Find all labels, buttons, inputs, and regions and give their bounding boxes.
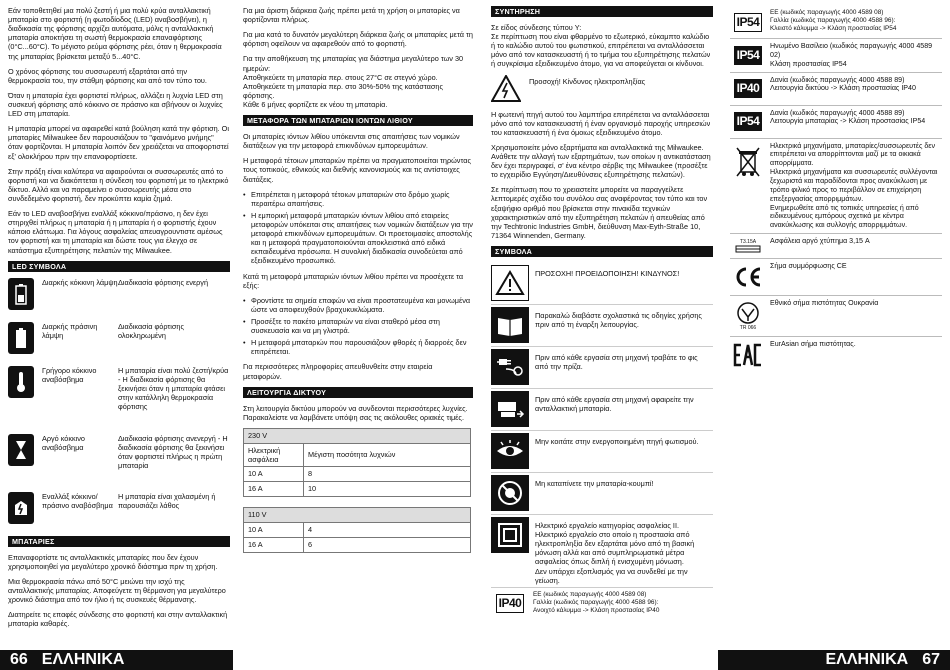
paragraph: Διατηρείτε τις επαφές σύνδεσης στο φορτιστή και στην ανταλλακτική μπαταρία καθαρές. [8,610,228,629]
led-desc: Η μπαταρία είναι χαλασμένη ή παρουσιάζει λάθος [118,491,216,510]
ip-label: IP54 [734,13,763,32]
table-cell: 6 [304,538,471,553]
symbol-row [730,139,942,235]
remove-battery-icon [491,391,529,427]
table-cell: 10 A [244,523,304,538]
symbol-text: Ηνωμένο Βασίλειο (κωδικός παραγωγής 4000 4589 02) Κλάση προστασίας IP54 [770,42,933,68]
led-row [8,434,230,482]
symbol-text: Ηλεκτρικά μηχανήματα, μπαταρίες/συσσωρευτές δεν επιτρέπεται να απορρίπτονται μαζί με τα οικιακά απορρίμματα. Ηλεκτρικά μηχανήματα και συσσωρευτές συλλέγονται ξεχωριστά και παραδίδονται προς ανακύκλωση με τρόπο φιλικό προς το περιβάλλον σε επιχείρηση επεξεργασίας απορριμμάτων. Ενημερωθείτε από τις τοπικές υπηρεσίες ή από ειδικευμένους εμπόρους σχετικά με κέντρα ανακύκλωσης και συλλογής απορριμμάτων. [770,141,938,230]
ce-mark-icon [730,262,766,292]
eac-mark-icon [730,340,766,370]
column-3 [491,6,713,620]
table-cell: 10 A [244,467,304,482]
class-ii-double-insulation-icon [491,517,529,553]
led-name: Γρήγορο κόκκινο αναβόσβημα [42,365,97,384]
table-cell: 16 A [244,482,304,497]
table-230v [243,428,471,497]
section-heading-symbols: ΣΥΜΒΟΛΑ [491,246,713,257]
shock-warning [491,75,713,102]
symbol-text: Ηλεκτρικό εργαλείο κατηγορίας ασφαλείας II. Ηλεκτρικό εργαλείο στο οποίο η προστασία από ηλεκτροπληξία δεν εξαρτάται μόνο από τη βασική μόνωση αλλά και από συμπληρωματικά μέτρα ασφαλείας όπως διπλή ή ενισχυμένη μόνωση. Δεν υπάρχει εξοπλισμός για να συνδεθεί με την γείωση. [535,520,695,585]
section-heading-transport: ΜΕΤΑΦΟΡΑ ΤΩΝ ΜΠΑΤΑΡΙΩΝ ΙΟΝΤΩΝ ΛΙΘΙΟΥ [243,115,473,126]
battery-charging-icon [8,278,34,310]
ip54-icon [730,109,766,135]
paragraph: Κατά τη μεταφορά μπαταριών ιόντων λιθίου πρέπει να προσέχετε τα εξής: [243,271,464,290]
symbol-text: Δανία (κωδικός παραγωγής 4000 4588 89) Λειτουργία δικτύου -> Κλάση προστασίας IP40 [770,75,916,93]
fuse-icon [730,237,766,255]
battery-fault-icon [8,492,34,524]
list-item: • Επιτρέπεται η μεταφορά τέτοιων μπαταριών στο δρόμο χωρίς περαιτέρω απαιτήσεις. [243,190,473,208]
paragraph: Για μια κατά το δυνατόν μεγαλύτερη διάρκεια ζωής οι μπαταρίες μετά τη φόρτιση οφείλουν να αφαιρεθούν από το φορτιστή. [243,30,473,49]
warning-text: Προσοχή! Κίνδυνος ηλεκτροπληξίας [529,76,646,86]
read-manual-icon [491,307,529,343]
table-title: 110 V [244,508,471,523]
table-title: 230 V [244,428,471,443]
paragraph: Εάν το LED αναβοσβήνει εναλλάξ κόκκινο/πράσινο, η δεν έχει στηριχθεί πλήρως η μπαταρία ή η μπαταρία ή ο φορτιστής έχουν κάποιο ελάττωμα. Για λόγους ασφαλείας απευαγρουντιστε αμέσως τον φορτιστή και τη μπαταρία και δώστε τους για έλεγχο σε κατάστημα εξυπηρέτησης πελατών της Milwaukee. [8,209,223,255]
symbol-row [730,337,942,373]
symbol-text: Παρακαλώ διαβάστε σχολαστικά τις οδηγίες χρήσης πριν από τη έναρξη λειτουργίας. [535,310,702,330]
electric-shock-warning-icon [491,75,521,102]
paragraph: Στην πράξη είναι καλύτερα να αφαιρούνται οι συσσωρευτές από το φορτιστή και να διακόπτεται η σύνδεση του φορτιστή με το ηλεκτρικό δίκτυο. Αλλά και να παραμείνει ο συσσωρευτής μέσα στο συνδεδεμένο φορτιστή, δεν προκύπτει καμία ζημιά. [8,166,229,203]
ip-label: IP40 [496,594,525,613]
symbol-row [730,6,942,39]
crossed-bin-icon [730,142,766,182]
warning-triangle-icon [491,265,529,301]
list-item: • Φροντίστε τα σημεία επαφών να είναι προστατευμένα και μονωμένα ώστε να αποφευχθούν βραχυκυκλώματα. [243,296,473,314]
table-row [244,523,471,538]
section-heading-led: LED ΣΥΜΒΟΛΑ [8,261,230,272]
ip-label: IP40 [734,79,763,98]
column-4 [730,6,942,373]
led-desc: Διαδικασία φόρτισης ολοκληρωμένη [118,321,184,340]
paragraph: Η μεταφορά τέτοιων μπαταριών πρέπει να πραγματοποιείται τηρώντας τους τοπικούς, εθνικούς και διεθνής κανονισμούς και τις αντίστοιχες διατάξεις. [243,156,471,184]
symbol-row [491,305,713,347]
led-name: Διαρκής πράσινη λάμψη [42,321,98,340]
symbol-row [730,296,942,337]
paragraph: Εάν τοποθετηθεί μια πολύ ζεστή ή μια πολύ κρύα ανταλλακτική μπαταρία στο φορτιστή (η φωτοδίοδος (LED) αναβοσβήνει), η διαδικασία της φόρτισης αρχίζει αυτόματα, μόλις η ανταλλακτική μπαταρία αποκτήσει τη σωστή θερμοκρασία επαναφόρτισης (0°C...60°C). Το μέγιστο ρεύμα φόρτισης ρέει, όταν η θερμοκρασία της μπαταρίας βρίσκεται μεταξύ 5...40°C. [8,6,222,61]
list-item: • Η εμπορική μεταφορά μπαταριών ιόντων λιθίου από εταιρείες μεταφορών υπόκειται στις απαιτήσεις των νομικών διατάξεων για την μεταφορά επικινδύνων εμπορευμάτων. Οι προετοιμασίες αποστολής και η μεταφορά πραγματοποιούνται αποκλειστικά από ειδικά εκπαιδευμένα πρόσωπα. Η συνολική διαδικασία συνοδεύεται από εξειδικευμένο προσωπικό. [243,211,473,266]
symbol-row [730,39,942,73]
footer-left [0,650,233,670]
language-label: ΕΛΛΗΝΙΚΑ [41,651,125,668]
led-desc: Διαδικασία φόρτισης ανενεργή - Η διαδικασία φόρτισης θα ξεκινήσει όταν φορτιστεί πλήρως η πρώτη μπαταρία [118,433,228,470]
section-heading-maintenance: ΣΥΝΤΗΡΗΣΗ [491,6,713,17]
paragraph: Οι μπαταρίες ιόντων λιθίου υπόκεινται στις απαιτήσεις των νομικών διατάξεων για την μεταφορά επικινδύνων εμπορευμάτων. [243,132,460,151]
symbol-text: Πριν από κάθε εργασία στη μηχανή αφαιρείτε την ανταλλακτική μπαταρία. [535,394,694,414]
paragraph: Επαναφορτίστε τις ανταλλακτικές μπαταρίες που δεν έχουν χρησιμοποιηθεί για μεγαλύτερο χρονικό διάστημα πριν τη χρήση. [8,552,218,571]
symbol-row [730,259,942,296]
paragraph: Ο χρόνος φόρτισης του συσσωρευτή εξαρτάται από την θερμοκρασία του, την στάθμη φόρτισης και από τον τύπο του. [8,66,207,85]
thermometer-icon [8,366,34,398]
ip-label: IP54 [734,46,763,65]
paragraph: Η μπαταρία μπορεί να αφαιρεθεί κατά βούληση κατά την φόρτιση. Οι μπαταρίες Milwaukee δεν παρουσιάζουν το "φαινόμενο μνήμης" όταν φορτίζονται. Η μπαταρία λοιπόν δεν χρειάζεται να αποφορτιστεί εξ' ολοκλήρου πριν την επαναφορτίσετε. [8,124,229,161]
led-name: Αργό κόκκινο αναβόσβημα [42,433,85,452]
symbol-row [730,73,942,106]
table-row [244,482,471,497]
no-stare-light-icon [491,433,529,469]
bullet-list [243,296,473,357]
symbol-row [730,234,942,259]
column-2 [243,6,473,557]
ip-label: IP54 [734,112,763,131]
table-cell: 16 A [244,538,304,553]
ukraine-conformity-icon [730,299,766,333]
led-row [8,322,230,356]
ip54-icon [730,9,766,35]
symbol-row [491,473,713,515]
table-row [244,538,471,553]
list-item: • Η μεταφορά μπαταριών που παρουσιάζουν φθορές ή διαρροές δεν επιτρέπεται. [243,338,473,356]
unplug-icon [491,349,529,385]
led-desc: Διαδικασία φόρτισης ενεργή [118,277,209,287]
page-number: 67 [922,651,940,668]
list-item: • Προσέξτε το πακέτο μπαταριών να είναι σταθερό μέσα στη συσκευασία και να μη γλιστρά. [243,317,473,335]
symbol-text: Δανία (κωδικός παραγωγής 4000 4588 89) Λειτουργία μπαταρίας -> Κλάση προστασίας IP54 [770,108,926,126]
paragraph: Σε είδος σύνδεσης τύπου Y: Σε περίπτωση που είναι φθαρμένο το εξωτερικό, εύκαμπτο καλώδιο ή το καλώδιο αυτού του φωτιστικού, επιτρέπεται να ανταλλάσσεται μόνο από τον κατασκευαστή ή το τμήμα του εξυπηρέτησης πελατών ή συγκρίσιμα εξειδικευμένο άτομο, για να αποφεύγεται οι κίνδυνοι. [491,23,711,69]
footer-right [718,650,950,670]
table-header: Μέγιστη ποσότητα λυχνιών [304,443,471,466]
led-row [8,492,230,526]
bullet-list [243,190,473,266]
paragraph: Για μια άριστη διάρκεια ζωής πρέπει μετά τη χρήση οι μπαταρίες να φορτίζονται πλήρως. [243,6,460,25]
table-row [244,467,471,482]
paragraph: Για την αποθήκευση της μπαταρίας για διάστημα μεγαλύτερο των 30 ημερών: Αποθηκεύετε τη μπαταρία περ. στους 27°C σε στεγνό χώρο. Αποθηκεύετε τη μπαταρία περ. στο 30%-50% της κατάστασης φόρτισης. Κάθε 6 μήνες φορτίζετε εκ νέου τη μπαταρία. [243,54,464,109]
hourglass-icon [8,434,34,466]
paragraph: Η φωτεινή πηγή αυτού του λαμπτήρα επιτρέπεται να ανταλλάσσεται μόνο από τον κατασκευαστή ή έναν οργανισμό παροχής υπηρεσιών του κατασκευαστή ή ένα όμοιως εξειδικευμένο άτομο. [491,109,711,137]
table-110v [243,507,471,553]
symbol-text: Μη καταπίνετε την μπαταρία-κουμπί! [535,478,654,488]
ip40-icon [730,76,766,102]
no-swallow-button-battery-icon [491,475,529,511]
symbol-row [491,515,713,588]
ukr-label: TR 066 [739,325,757,332]
symbol-text: Σήμα συμμόρφωσης CE [770,262,847,271]
paragraph: Στη λειτουργία δικτύου μπορούν να συνδεονται περισσότερες λυχνίες. Παρακαλείστε να λαμβάνετε υπόψη σας τις ακόλουθες οριακές τιμές. [243,403,468,422]
battery-full-icon [8,322,34,354]
symbol-row [491,263,713,305]
paragraph: Όταν η μπαταρία έχει φορτιστεί πλήρως, αλλάζει η λυχνία LED στη συσκευή φόρτισης από κόκκινο σε πράσινο και σβήνουν οι λυχνίες LED στη μπαταρία. [8,90,223,119]
table-cell: 8 [304,467,471,482]
symbol-row [730,106,942,139]
symbol-text: ΕΕ (κωδικός παραγωγής 4000 4589 08) Γαλλία (κωδικός παραγωγής 4000 4588 96): Ανοιχτό κάλυμμα -> Κλάση προστασίας IP40 [533,590,660,614]
symbol-text: Μην κοιτάτε στην ενεργοποιημένη πηγή φωτισμού. [535,436,699,446]
led-desc: Η μπαταρία είναι πολύ ζεστή/κρύα - Η διαδικασία φόρτισης θα ξεκινήσει όταν η μπαταρία φτάσει στην κατάλληλη θερμοκρασία φόρτισης [118,365,229,412]
symbol-row [491,389,713,431]
ip40-icon [491,591,529,617]
symbol-text: ΕΕ (κωδικός παραγωγής 4000 4589 08) Γαλλία (κωδικός παραγωγής 4000 4588 96): Κλειστό κάλυμμα -> Κλάση προστασίας IP54 [770,9,897,32]
symbol-text: EurAsian σήμα πιστότητας. [770,340,856,349]
symbol-text: ΠΡΟΣΟΧΗ! ΠΡΟΕΙΔΟΠΟΙΗΣΗ! ΚΙΝΔΥΝΟΣ! [535,268,680,278]
ip54-icon [730,42,766,68]
symbol-text: Εθνικό σήμα πιστότητας Ουκρανία [770,299,879,308]
section-heading-network: ΛΕΙΤΟΥΡΓΙΑ ΔΙΚΤΥΟΥ [243,387,473,398]
section-heading-batteries: ΜΠΑΤΑΡΙΕΣ [8,536,230,547]
table-cell: 10 [304,482,471,497]
paragraph: Χρησιμοποιείτε μόνο εξαρτήματα και ανταλλακτικά της Milwaukee. Ανάθετε την αλλαγή των εξαρτημάτων, των οποίων η αντικατάσταση δεν έχει περιγραφεί, σ' ένα κέντρο σέρβις της Milwaukee (προσέξτε το εγχειρίδιο Εγγύηση/Διευθύνσεις εξυπηρέτησης πελατών). [491,142,711,180]
symbol-text: Πριν από κάθε εργασία στη μηχανή τραβάτε το φις από την πρίζα. [535,352,698,372]
fuse-label: T3.15A [739,239,757,246]
led-row [8,278,230,312]
table-header: Ηλεκτρική ασφάλεια [244,443,304,466]
page-number: 66 [10,651,28,668]
led-name: Διαρκής κόκκινη λάμψη [42,277,118,287]
led-name: Εναλλάξ κόκκινο/ πράσινο αναβόσβημα [42,491,113,510]
column-1 [8,6,230,634]
paragraph: Σε περίπτωση που το χρειαστείτε μπορείτε να παραγγείλετε λεπτομερές σχέδιο του συνόλου σας αναφέροντας τον τύπο και τον εξαψήφιο αριθμό που βρίσκεται στην πινακίδα τεχνικών χαρακτηριστικών από την εξυπηρέτηση πελατών ή απευθείας από την Techtronic Industries GmbH, διεύθυνση Max-Eyth-Straße 10, 71364 Winnenden, Germany. [491,185,708,240]
paragraph: Για περισσότερες πληροφορίες απευθυνθείτε στην εταιρεία μεταφορών. [243,362,433,381]
language-label: ΕΛΛΗΝΙΚΑ [825,651,909,668]
paragraph: Μια θερμοκρασία πάνω από 50°C μειώνει την ισχύ της ανταλλακτικής μπαταρίας. Αποφεύγετε τη θέρμανση για μεγαλύτερο χρονικό διάστημα από τον ήλιο ή τις συσκευές θέρμανσης. [8,576,226,605]
symbol-row [491,588,713,620]
led-row [8,366,230,424]
symbol-text: Ασφάλεια αργό χτύπημα 3,15 A [770,237,870,246]
symbol-row [491,347,713,389]
symbol-row [491,431,713,473]
table-cell: 4 [304,523,471,538]
